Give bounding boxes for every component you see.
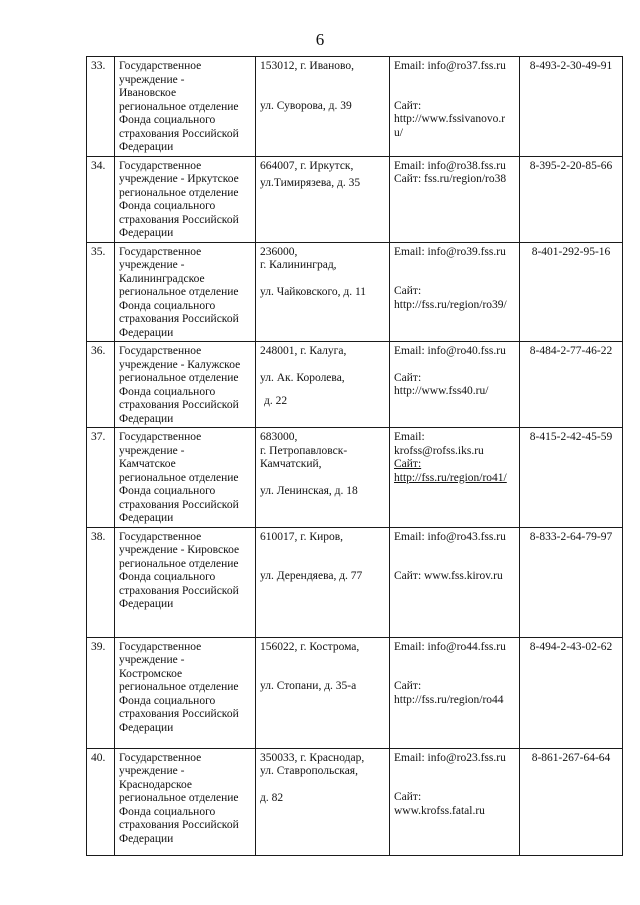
contacts xyxy=(390,527,520,637)
fss-office-table xyxy=(86,56,623,856)
site-label: Сайт: xyxy=(394,99,422,112)
email-label: Email: xyxy=(394,431,425,443)
table-row xyxy=(87,342,623,428)
name-line: страхования Российской xyxy=(119,313,239,325)
row-number: 37. xyxy=(87,428,115,528)
name-line: страхования Российской xyxy=(119,127,239,140)
email-text[interactable]: Email: info@ro39.fss.ru xyxy=(394,245,506,258)
name-line: Фонда социального xyxy=(119,805,216,818)
name-line: Государственное xyxy=(119,640,202,653)
name-line: Фонда социального xyxy=(119,299,216,312)
name-line: Государственное xyxy=(119,60,202,72)
name-line: региональное отделение xyxy=(119,792,239,804)
contacts xyxy=(390,428,520,528)
name-line: Фонда социального xyxy=(119,694,216,707)
name-line: учреждение - xyxy=(119,73,185,86)
name-line: Фонда социального xyxy=(119,385,216,398)
table-row xyxy=(87,428,623,528)
address-line: 156022, г. Кострома, xyxy=(260,640,360,653)
institution-name xyxy=(115,637,256,748)
address xyxy=(256,637,390,748)
row-number: 36. xyxy=(87,342,115,428)
contacts xyxy=(390,156,520,242)
institution-name xyxy=(115,57,256,157)
name-line: Фонда социального xyxy=(119,200,216,212)
address xyxy=(256,342,390,428)
name-line: региональное отделение xyxy=(119,372,239,384)
address-line: 248001, г. Калуга, xyxy=(260,345,347,357)
name-line: региональное отделение xyxy=(119,471,239,484)
site-link[interactable]: u/ xyxy=(394,126,403,139)
name-line: Федерации xyxy=(119,227,174,239)
phone-number: 8-484-2-77-46-22 xyxy=(520,342,623,428)
site-link[interactable]: http://fss.ru/region/ro44 xyxy=(394,693,504,706)
email-text[interactable]: Email: info@ro23.fss.ru xyxy=(394,751,506,764)
name-line: региональное отделение xyxy=(119,186,239,199)
table-row xyxy=(87,637,623,748)
address-line: ул. Ак. Королева, xyxy=(260,371,345,384)
address-line: 350033, г. Краснодар, xyxy=(260,751,365,764)
site-link[interactable]: http://fss.ru/region/ro41/ xyxy=(394,471,507,484)
name-line: учреждение - Иркутское xyxy=(119,173,239,185)
name-line: Костромское xyxy=(119,667,183,680)
institution-name xyxy=(115,342,256,428)
name-line: Федерации xyxy=(119,832,174,845)
email-text[interactable]: Email: info@ro43.fss.ru xyxy=(394,530,506,543)
row-number: 33. xyxy=(87,57,115,157)
phone-number: 8-415-2-42-45-59 xyxy=(520,428,623,528)
site-label: Сайт: xyxy=(394,791,422,803)
address-line: 664007, г. Иркутск, xyxy=(260,159,354,172)
address xyxy=(256,527,390,637)
address-line: 683000, xyxy=(260,431,298,443)
email-text[interactable]: Email: info@ro37.fss.ru xyxy=(394,60,506,72)
phone-number: 8-861-267-64-64 xyxy=(520,748,623,855)
name-line: страхования Российской xyxy=(119,399,239,411)
name-line: региональное отделение xyxy=(119,557,239,570)
address xyxy=(256,748,390,855)
table-row xyxy=(87,156,623,242)
name-line: Федерации xyxy=(119,598,174,610)
phone-number: 8-494-2-43-02-62 xyxy=(520,637,623,748)
email-text[interactable]: Email: info@ro38.fss.ru xyxy=(394,159,506,172)
address-line: ул. Ленинская, д. 18 xyxy=(260,484,358,497)
address-line: 236000, xyxy=(260,245,298,258)
address-line: Камчатский, xyxy=(260,458,322,470)
address-line: г. Петропавловск- xyxy=(260,444,348,457)
site-link[interactable]: http://fss.ru/region/ro39/ xyxy=(394,298,507,311)
email-text[interactable]: Email: info@ro44.fss.ru xyxy=(394,640,506,653)
name-line: региональное отделение xyxy=(119,681,239,693)
name-line: страхования Российской xyxy=(119,584,239,597)
contacts xyxy=(390,748,520,855)
row-number: 35. xyxy=(87,242,115,342)
table-row xyxy=(87,748,623,855)
name-line: Федерации xyxy=(119,412,174,425)
address xyxy=(256,428,390,528)
site-label: Сайт: xyxy=(394,680,422,692)
name-line: Калининградское xyxy=(119,272,205,285)
name-line: Федерации xyxy=(119,141,174,153)
name-line: Государственное xyxy=(119,751,202,764)
name-line: Федерации xyxy=(119,326,174,339)
name-line: страхования Российской xyxy=(119,819,239,831)
address-line: д. 82 xyxy=(260,791,284,804)
institution-name xyxy=(115,527,256,637)
name-line: Государственное xyxy=(119,345,202,357)
institution-name xyxy=(115,242,256,342)
name-line: страхования Российской xyxy=(119,213,239,226)
name-line: Краснодарское xyxy=(119,778,193,791)
name-line: Фонда социального xyxy=(119,485,216,497)
table-row xyxy=(87,527,623,637)
email-text[interactable]: Email: info@ro40.fss.ru xyxy=(394,345,506,357)
name-line: Государственное xyxy=(119,159,202,172)
contacts xyxy=(390,342,520,428)
phone-number: 8-395-2-20-85-66 xyxy=(520,156,623,242)
address xyxy=(256,242,390,342)
email-text[interactable]: krofss@rofss.iks.ru xyxy=(394,444,484,457)
contacts xyxy=(390,242,520,342)
address-line: 610017, г. Киров, xyxy=(260,530,344,543)
row-number: 38. xyxy=(87,527,115,637)
site-link[interactable]: http://www.fss40.ru/ xyxy=(394,385,489,397)
site-link[interactable]: http://www.fssivanovo.r xyxy=(394,113,506,125)
name-line: учреждение - xyxy=(119,444,185,457)
address-line: ул. Чайковского, д. 11 xyxy=(260,285,367,298)
address xyxy=(256,57,390,157)
row-number: 40. xyxy=(87,748,115,855)
site-label: Сайт: xyxy=(394,458,422,470)
site-link[interactable]: Сайт: fss.ru/region/ro38 xyxy=(394,173,507,185)
site-label: Сайт: xyxy=(394,371,422,384)
name-line: учреждение - xyxy=(119,765,185,777)
table-row xyxy=(87,57,623,157)
address-line: г. Калининград, xyxy=(260,259,337,271)
table-row xyxy=(87,242,623,342)
site-link[interactable]: www.krofss.fatal.ru xyxy=(394,804,485,817)
name-line: страхования Российской xyxy=(119,708,239,720)
institution-name xyxy=(115,156,256,242)
address xyxy=(256,156,390,242)
address-line: ул. Стопани, д. 35-а xyxy=(260,680,357,692)
name-line: учреждение - Кировское xyxy=(119,544,240,556)
site-label: Сайт: xyxy=(394,285,422,297)
institution-name xyxy=(115,748,256,855)
address-line: ул.Тимирязева, д. 35 xyxy=(260,177,361,189)
address-line: 153012, г. Иваново, xyxy=(260,60,354,72)
name-line: Федерации xyxy=(119,721,174,734)
name-line: Ивановское xyxy=(119,87,177,99)
name-line: Федерации xyxy=(119,512,174,524)
address-line: ул. Ставропольская, xyxy=(260,765,358,777)
phone-number: 8-833-2-64-79-97 xyxy=(520,527,623,637)
phone-number: 8-401-292-95-16 xyxy=(520,242,623,342)
contacts xyxy=(390,637,520,748)
name-line: Фонда социального xyxy=(119,571,216,583)
name-line: региональное отделение xyxy=(119,286,239,298)
address-line: д. 22 xyxy=(264,395,288,407)
name-line: учреждение - xyxy=(119,259,185,271)
name-line: учреждение - Калужское xyxy=(119,358,241,371)
name-line: страхования Российской xyxy=(119,498,239,511)
address-line: ул. Дерендяева, д. 77 xyxy=(260,570,363,582)
site-link[interactable]: Сайт: www.fss.kirov.ru xyxy=(394,570,503,582)
phone-number: 8-493-2-30-49-91 xyxy=(520,57,623,157)
institution-name xyxy=(115,428,256,528)
name-line: Государственное xyxy=(119,530,202,543)
name-line: Государственное xyxy=(119,245,202,258)
name-line: региональное отделение xyxy=(119,100,239,113)
name-line: Камчатское xyxy=(119,458,176,470)
name-line: учреждение - xyxy=(119,654,185,666)
name-line: Государственное xyxy=(119,431,202,443)
page-number: 6 xyxy=(315,30,325,49)
name-line: Фонда социального xyxy=(119,114,216,126)
row-number: 39. xyxy=(87,637,115,748)
address-line: ул. Суворова, д. 39 xyxy=(260,99,352,112)
row-number: 34. xyxy=(87,156,115,242)
contacts xyxy=(390,57,520,157)
